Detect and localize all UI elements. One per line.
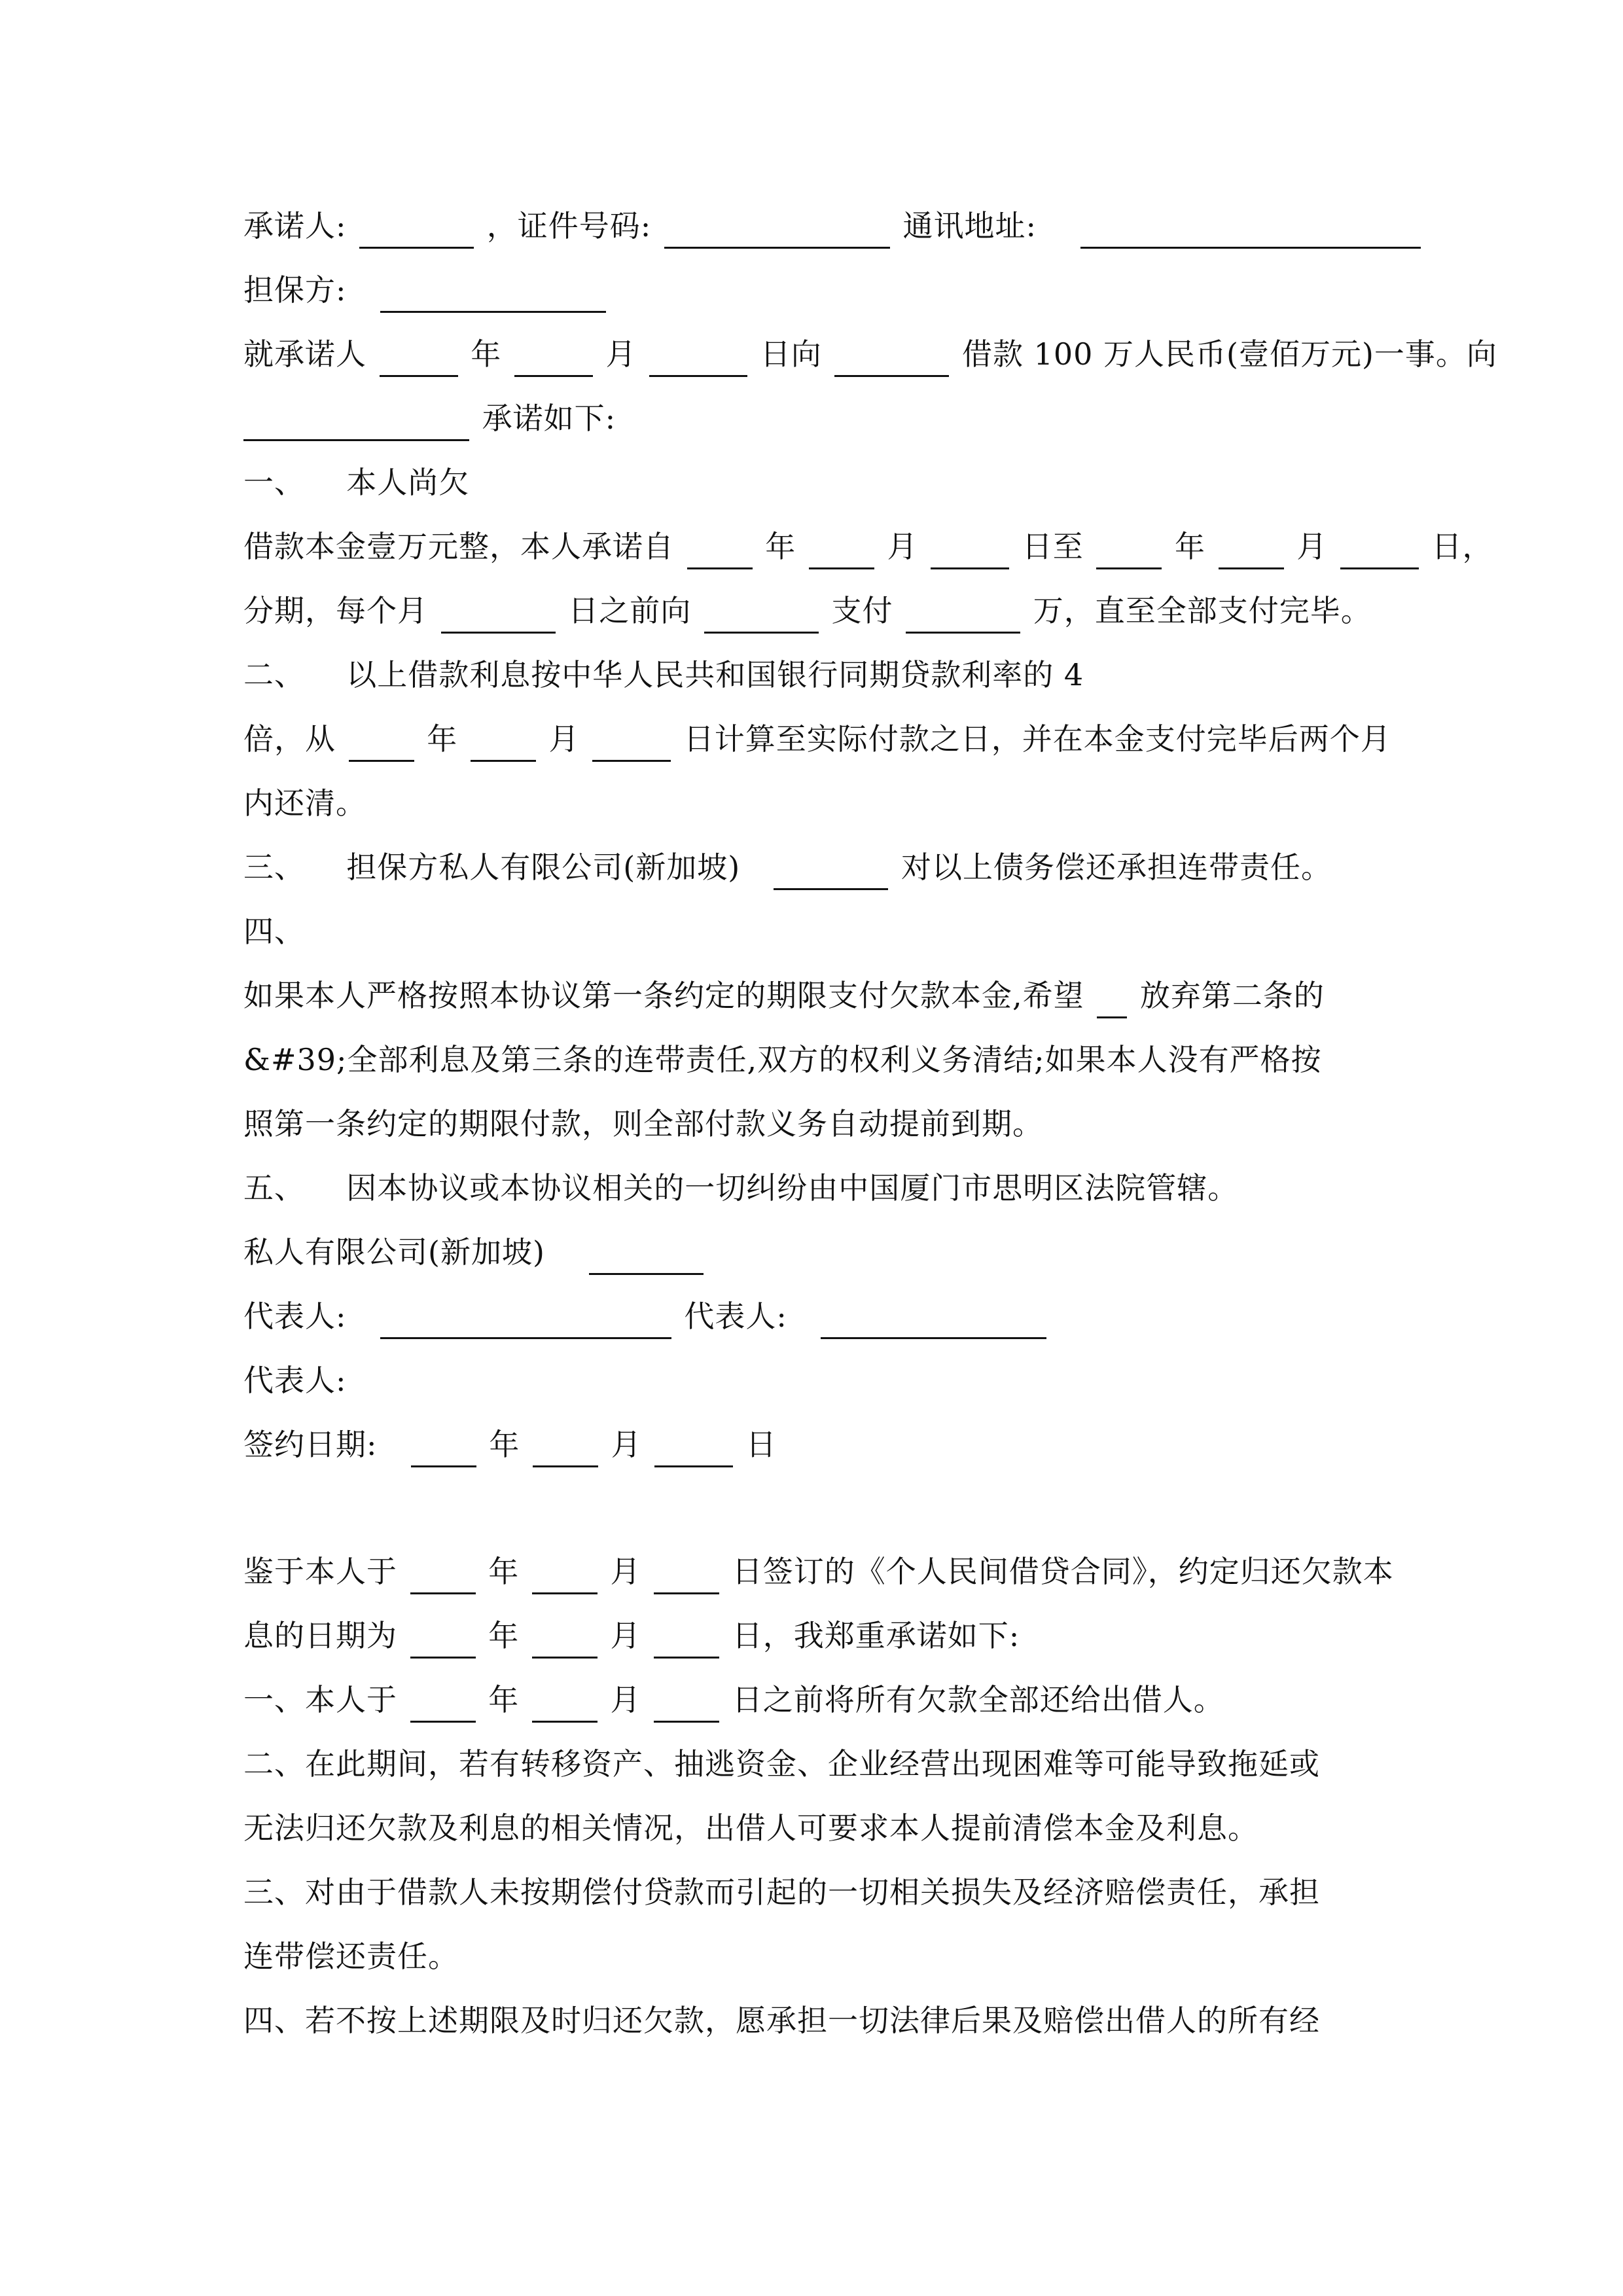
guarantor-label: 担保方:	[243, 272, 347, 308]
repay-month-field[interactable]	[532, 1619, 597, 1659]
clause-text: 担保方私人有限公司(新加坡)	[346, 850, 741, 885]
day-to-label: 日至	[1022, 529, 1084, 564]
clause-number: 一、	[243, 465, 305, 500]
paragraph-text: 四、若不按上述期限及时归还欠款，愿承担一切法律后果及赔偿出借人的所有经	[243, 2003, 1320, 2038]
clause-number: 五、	[243, 1170, 305, 1206]
clause4-head	[243, 908, 305, 954]
representative-2-field[interactable]	[821, 1299, 1046, 1339]
month-label: 月	[610, 1682, 641, 1717]
month-label: 月	[548, 721, 580, 757]
promisor-name-field[interactable]	[359, 209, 474, 249]
deadline-month-field[interactable]	[532, 1683, 597, 1723]
item2-line1	[243, 1741, 1320, 1787]
clause-text: 本人尚欠	[346, 465, 470, 500]
start-day-field[interactable]	[931, 529, 1009, 569]
clause4-line2	[243, 1037, 1322, 1083]
clause4-line1	[243, 973, 1325, 1018]
promisor-label: 承诺人:	[243, 208, 347, 243]
clause-text: 内还清。	[243, 785, 366, 821]
representative-label: 代表人:	[243, 1299, 347, 1334]
sign-month-field[interactable]	[533, 1427, 598, 1467]
company-line	[243, 1229, 706, 1275]
clause4-line3	[243, 1101, 1043, 1147]
paragraph-text: 日签订的《个人民间借贷合同》，约定归还欠款本	[732, 1554, 1394, 1589]
clause-text: 放弃第二条的	[1139, 978, 1325, 1013]
sign-year-field[interactable]	[411, 1427, 476, 1467]
paragraph-text: 二、在此期间，若有转移资产、抽逃资金、企业经营出现困难等可能导致拖延或	[243, 1746, 1320, 1782]
clause-number: 三、	[243, 850, 305, 885]
deadline-year-field[interactable]	[410, 1683, 476, 1723]
paragraph-text: 息的日期为	[243, 1618, 397, 1653]
clause1-head	[243, 459, 469, 505]
start-month-field[interactable]	[809, 529, 874, 569]
interest-day-field[interactable]	[592, 722, 671, 762]
company-label: 私人有限公司(新加坡)	[243, 1234, 545, 1270]
repay-year-field[interactable]	[410, 1619, 476, 1659]
deadline-day-field[interactable]	[654, 1683, 719, 1723]
clause3	[243, 844, 1332, 890]
year-label: 年	[471, 336, 502, 372]
clause-text: 倍，从	[243, 721, 336, 757]
year-label: 年	[1175, 529, 1205, 564]
clause-text: 以上借款利息按中华人民共和国银行同期贷款利率的 4	[346, 657, 1084, 692]
paragraph-text: 鉴于本人于	[243, 1554, 397, 1589]
id-number-label: ，证件号码:	[486, 208, 652, 243]
clause-number: 四、	[243, 914, 305, 949]
contract-day-field[interactable]	[654, 1554, 719, 1594]
clause2-line2	[243, 780, 366, 826]
company-name-field[interactable]	[589, 1235, 704, 1275]
item3-line1	[243, 1869, 1320, 1915]
promise-text: 承诺如下:	[482, 401, 616, 436]
promise-line	[243, 395, 616, 441]
clause-text: &#39;全部利息及第三条的连带责任,双方的权利义务清结;如果本人没有严格按	[243, 1042, 1322, 1077]
month-label: 月	[610, 1618, 641, 1653]
id-number-field[interactable]	[664, 209, 890, 249]
day-to-label: 日向	[760, 336, 822, 372]
year-label: 年	[765, 529, 796, 564]
clause2-head	[243, 652, 1084, 698]
promisor-info-line	[243, 203, 1423, 249]
loan-month-field[interactable]	[514, 337, 593, 377]
clause-text: 对以上债务偿还承担连带责任。	[901, 850, 1332, 885]
day-label: 日，	[1431, 529, 1493, 564]
month-label: 月	[610, 1554, 641, 1589]
signing-date-line	[243, 1422, 777, 1467]
representative-line-2	[243, 1357, 347, 1403]
representatives-line	[243, 1293, 1049, 1339]
year-label: 年	[427, 721, 458, 757]
loan-line	[243, 331, 1497, 377]
loan-prefix: 就承诺人	[243, 336, 366, 372]
waiver-party-field[interactable]	[1097, 978, 1127, 1018]
guarantor-field[interactable]	[380, 273, 606, 313]
item4-line1	[243, 1998, 1320, 2043]
intro-line2	[243, 1613, 1020, 1659]
payee-field[interactable]	[704, 594, 819, 634]
loan-year-field[interactable]	[380, 337, 458, 377]
item1-line	[243, 1677, 1224, 1723]
clause1-line2	[243, 588, 1372, 634]
end-month-field[interactable]	[1219, 529, 1284, 569]
loan-day-field[interactable]	[649, 337, 747, 377]
guarantor-line	[243, 267, 609, 313]
loan-amount-text: 借款 100 万人民币(壹佰万元)一事。向	[962, 336, 1497, 372]
month-label: 月	[605, 336, 637, 372]
signing-date-label: 签约日期:	[243, 1427, 378, 1462]
lender-field[interactable]	[834, 337, 949, 377]
month-label: 月	[611, 1427, 642, 1462]
year-label: 年	[489, 1427, 520, 1462]
clause-text: 支付	[831, 593, 893, 628]
representative-1-field[interactable]	[380, 1299, 671, 1339]
paragraph-text: 无法归还欠款及利息的相关情况，出借人可要求本人提前清偿本金及利息。	[243, 1810, 1258, 1846]
clause-text: 日计算至实际付款之日，并在本金支付完毕后两个月	[683, 721, 1391, 757]
contract-month-field[interactable]	[532, 1554, 597, 1594]
clause-text: 分期，每个月	[243, 593, 428, 628]
guarantor-company-field[interactable]	[774, 850, 888, 890]
end-year-field[interactable]	[1096, 529, 1162, 569]
promisee-field[interactable]	[243, 401, 469, 441]
month-label: 月	[1296, 529, 1328, 564]
contract-year-field[interactable]	[410, 1554, 476, 1594]
repay-day-field[interactable]	[654, 1619, 719, 1659]
monthly-day-field[interactable]	[441, 594, 556, 634]
representative-label: 代表人:	[684, 1299, 787, 1334]
intro-line1	[243, 1549, 1394, 1594]
sign-day-field[interactable]	[654, 1427, 733, 1467]
item2-line2	[243, 1805, 1258, 1851]
paragraph-text: 三、对由于借款人未按期偿付贷款而引起的一切相关损失及经济赔偿责任，承担	[243, 1874, 1320, 1910]
day-label: 日	[745, 1427, 777, 1462]
interest-month-field[interactable]	[471, 722, 536, 762]
clause-text: 照第一条约定的期限付款，则全部付款义务自动提前到期。	[243, 1106, 1043, 1141]
clause-number: 二、	[243, 657, 305, 692]
clause-text: 借款本金壹万元整，本人承诺自	[243, 529, 674, 564]
paragraph-text: 日之前将所有欠款全部还给出借人。	[732, 1682, 1224, 1717]
address-field[interactable]	[1080, 209, 1421, 249]
clause5	[243, 1165, 1238, 1211]
clause-text: 因本协议或本协议相关的一切纠纷由中国厦门市思明区法院管辖。	[346, 1170, 1239, 1206]
address-label: 通讯地址:	[902, 208, 1037, 243]
start-year-field[interactable]	[687, 529, 753, 569]
month-label: 月	[887, 529, 918, 564]
item3-line2	[243, 1933, 459, 1979]
paragraph-text: 日，我郑重承诺如下:	[732, 1618, 1020, 1653]
year-label: 年	[488, 1682, 520, 1717]
interest-year-field[interactable]	[349, 722, 414, 762]
end-day-field[interactable]	[1340, 529, 1419, 569]
paragraph-text: 连带偿还责任。	[243, 1939, 459, 1974]
paragraph-text: 一、本人于	[243, 1682, 397, 1717]
clause1-line1	[243, 524, 1493, 569]
clause-text: 万，直至全部支付完毕。	[1033, 593, 1372, 628]
clause2-line1	[243, 716, 1391, 762]
payment-amount-field[interactable]	[906, 594, 1020, 634]
year-label: 年	[488, 1554, 520, 1589]
representative-label: 代表人:	[243, 1363, 347, 1398]
clause-text: 日之前向	[568, 593, 692, 628]
year-label: 年	[488, 1618, 520, 1653]
clause-text: 如果本人严格按照本协议第一条约定的期限支付欠款本金,希望	[243, 978, 1084, 1013]
